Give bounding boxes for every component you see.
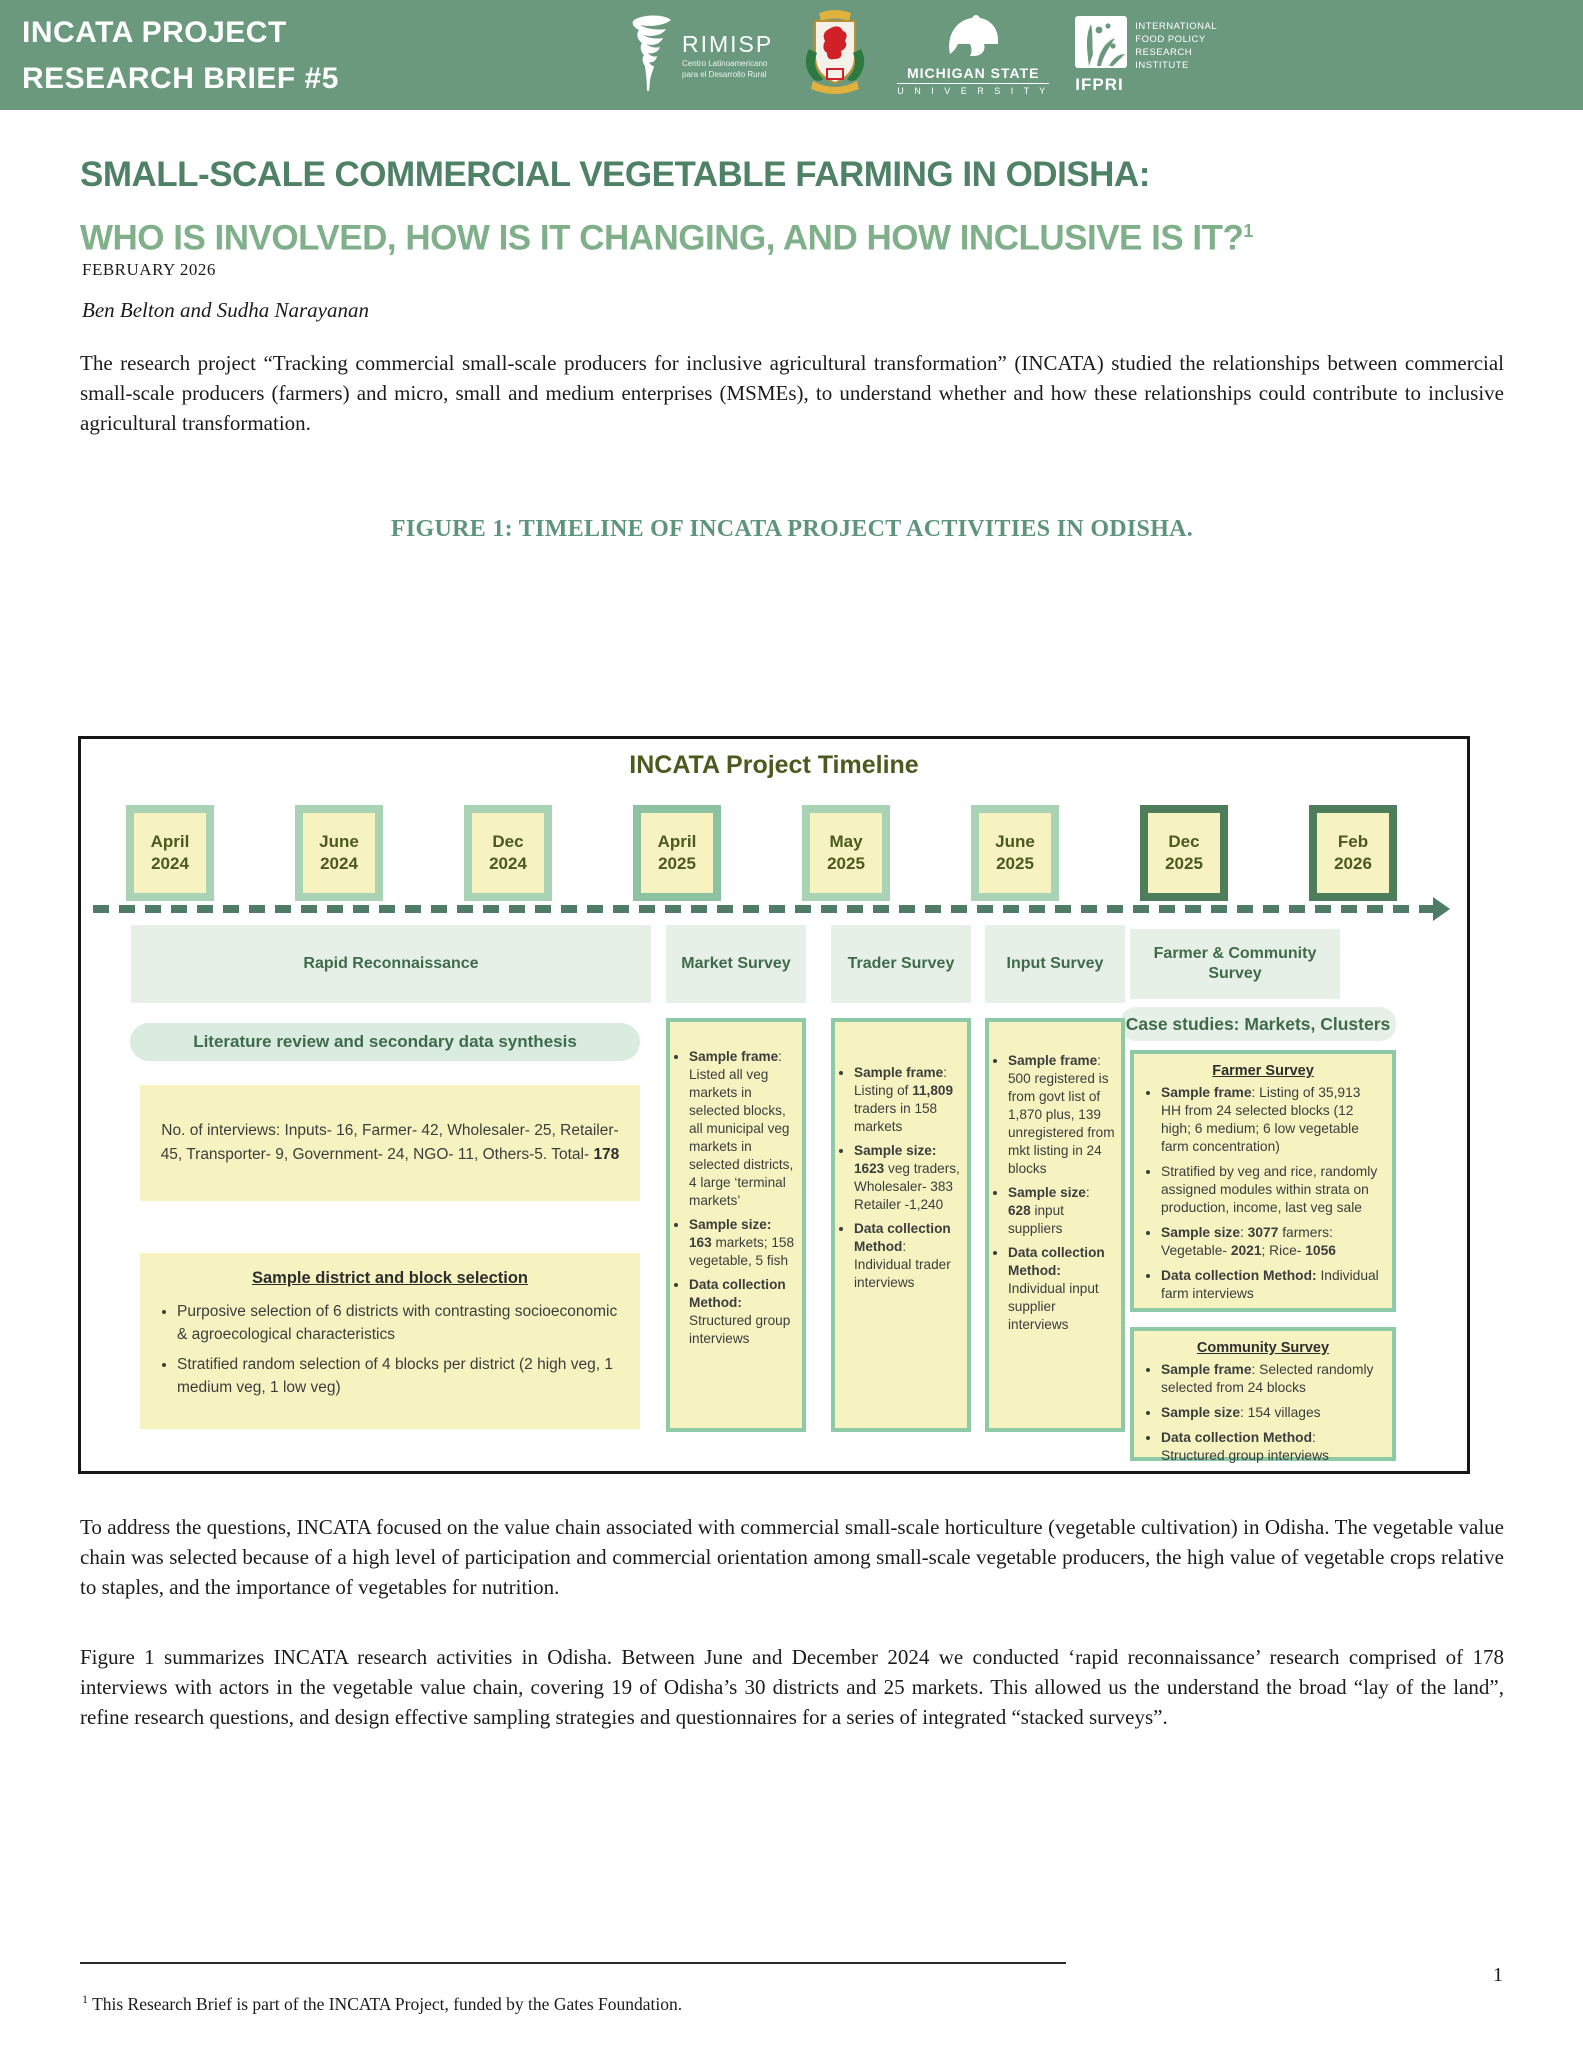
ifpri-plant-icon xyxy=(1075,55,1127,72)
header-banner xyxy=(0,0,1583,110)
case-studies-label: Case studies: Markets, Clusters xyxy=(1120,1007,1396,1041)
msu-helmet-icon xyxy=(897,14,1049,65)
activity-trader-survey: Trader Survey xyxy=(831,925,971,1003)
intro-paragraph: The research project “Tracking commercial small-scale producers for inclusive agricultural transformation” (INCATA) studied the relationships between commercial small-scale producers (farmers) and micro, small and medium enterprises (MSMEs), to understand whether and how these relationships could contribute to inclusive agricultural transformation. xyxy=(80,351,1504,435)
rimisp-logo xyxy=(630,14,773,97)
activity-farmer-community-survey: Farmer & Community Survey xyxy=(1130,929,1340,999)
market-survey-detail-box xyxy=(666,1018,806,1432)
document-title-line1: SMALL-SCALE COMMERCIAL VEGETABLE FARMING IN ODISHA: xyxy=(80,155,1150,194)
market-survey-bullet: • Sample size: 163 markets; 158 vegetable, 5 fish xyxy=(689,1216,796,1270)
timeline-axis xyxy=(93,905,1433,913)
footnote xyxy=(82,1992,682,2015)
community-survey-bullet: • Data collection Method: Structured group interviews xyxy=(1161,1429,1382,1465)
input-survey-bullet: • Sample size: 628 input suppliers xyxy=(1008,1184,1115,1238)
partner-logos xyxy=(630,0,1217,110)
ifpri-acronym: IFPRI xyxy=(1075,74,1124,94)
rimisp-wordmark: RIMISP xyxy=(682,30,774,57)
authors: Ben Belton and Sudha Narayanan xyxy=(82,298,369,322)
footnote-reference: 1 xyxy=(82,1992,88,2006)
district-bullet: • Purposive selection of 6 districts with contrasting socioeconomic & agroecological characteristics xyxy=(177,1300,620,1346)
figure-caption: FIGURE 1: TIMELINE OF INCATA PROJECT ACTIVITIES IN ODISHA. xyxy=(390,516,1194,542)
trader-survey-bullet: • Sample size: 1623 veg traders, Wholesaler- 383 Retailer -1,240 xyxy=(854,1142,961,1214)
community-survey-bullet: • Sample frame: Selected randomly selected from 24 blocks xyxy=(1161,1361,1382,1397)
input-survey-detail-box xyxy=(985,1018,1125,1432)
brand-title xyxy=(22,10,339,102)
ifpri-line3: RESEARCH xyxy=(1135,46,1193,58)
literature-review-pill: Literature review and secondary data synthesis xyxy=(130,1023,640,1061)
community-survey-bullet: • Sample size: 154 villages xyxy=(1161,1404,1382,1422)
activity-market-survey: Market Survey xyxy=(666,925,806,1003)
timeline-date-box: April 2024 xyxy=(126,805,214,901)
timeline-date-box: Dec 2025 xyxy=(1140,805,1228,901)
timeline-date-box: April 2025 xyxy=(633,805,721,901)
district-selection-box xyxy=(140,1253,640,1429)
farmer-survey-bullet: • Data collection Method: Individual farm interviews xyxy=(1161,1267,1382,1303)
timeline-date-box: Dec 2024 xyxy=(464,805,552,901)
timeline-title: INCATA Project Timeline xyxy=(629,751,919,779)
district-bullet: • Stratified random selection of 4 blocks per district (2 high veg, 1 medium veg, 1 low veg) xyxy=(177,1353,620,1399)
trader-survey-detail-box xyxy=(831,1018,971,1432)
ifpri-line1: INTERNATIONAL xyxy=(1135,20,1218,32)
input-survey-bullet: • Data collection Method: Individual input supplier interviews xyxy=(1008,1244,1115,1334)
farmer-survey-title: Farmer Survey xyxy=(1212,1063,1314,1079)
activity-rapid-reconnaissance: Rapid Reconnaissance xyxy=(131,925,651,1003)
ifpri-logo xyxy=(1075,16,1217,95)
document-title-line2: WHO IS INVOLVED, HOW IS IT CHANGING, AND HOW INCLUSIVE IS IT?$^1$ xyxy=(80,218,1253,258)
msu-subname: U N I V E R S I T Y xyxy=(897,86,1050,96)
ifpri-line2: FOOD POLICY xyxy=(1135,33,1206,45)
figure-timeline xyxy=(78,736,1470,1474)
title-footnote-reference: 1 xyxy=(1243,221,1253,241)
farmer-survey-bullet: • Sample size: 3077 farmers: Vegetable- 2021; Rice- 1056 xyxy=(1161,1224,1382,1260)
community-survey-box xyxy=(1130,1327,1396,1461)
university-crest-logo xyxy=(799,9,871,102)
trader-survey-bullet: • Data collection Method: Individual trader interviews xyxy=(854,1220,961,1292)
footnote-separator xyxy=(80,1962,1066,1964)
timeline-date-box: Feb 2026 xyxy=(1309,805,1397,901)
market-survey-bullet: • Sample frame: Listed all veg markets in selected blocks, all municipal veg markets in selected districts, 4 large ‘terminal markets’ xyxy=(689,1048,796,1210)
interviews-note xyxy=(140,1085,640,1201)
timeline-arrow-icon xyxy=(1433,897,1450,921)
msu-logo xyxy=(897,14,1049,96)
rimisp-tagline2: para el Desarrollo Rural xyxy=(682,69,767,79)
brand-line2: RESEARCH BRIEF #5 xyxy=(22,62,339,95)
publication-date: FEBRUARY 2026 xyxy=(82,260,216,279)
interviews-text: No. of interviews: Inputs- 16, Farmer- 42, Wholesaler- 25, Retailer-45, Transporter- 9, Government- 24, NGO- 11, Others-5. Total- 178 xyxy=(160,1122,620,1163)
rimisp-tagline1: Centro Latinoamericano xyxy=(682,58,768,68)
trader-survey-bullet: • Sample frame: Listing of 11,809 traders in 158 markets xyxy=(854,1064,961,1136)
input-survey-bullet: • Sample frame: 500 registered is from govt list of 1,870 plus, 139 unregistered from mkt listing in 24 blocks xyxy=(1008,1052,1115,1178)
page-number: 1 xyxy=(1493,1964,1503,1986)
timeline-date-box: May 2025 xyxy=(802,805,890,901)
body-paragraph-2: To address the questions, INCATA focused on the value chain associated with commercial small-scale horticulture (vegetable cultivation) in Odisha. The vegetable value chain was selected because of a high level of participation and commercial orientation among small-scale vegetable producers, the high value of vegetable crops relative to staples, and the importance of vegetables for nutrition. xyxy=(80,1515,1504,1599)
document-title xyxy=(80,146,1504,267)
body-paragraph-3: Figure 1 summarizes INCATA research activities in Odisha. Between June and December 2024 we conducted ‘rapid reconnaissance’ research comprised of 178 interviews with actors in the vegetable value chain, covering 19 of Odisha’s 30 districts and 25 markets. This allowed us the understand the broad “lay of the land”, refine research questions, and design effective sampling strategies and questionnaires for a series of integrated “stacked surveys”. xyxy=(80,1645,1504,1729)
activity-input-survey: Input Survey xyxy=(985,925,1125,1003)
rimisp-tornado-icon xyxy=(630,14,674,97)
university-crest-icon xyxy=(799,9,871,102)
msu-name: MICHIGAN STATE xyxy=(897,65,1049,84)
footnote-text: This Research Brief is part of the INCATA Project, funded by the Gates Foundation. xyxy=(92,1993,683,2014)
market-survey-bullet: • Data collection Method: Structured group interviews xyxy=(689,1276,796,1348)
brand-line1: INCATA PROJECT xyxy=(22,16,287,49)
timeline-date-box: June 2024 xyxy=(295,805,383,901)
timeline-date-box: June 2025 xyxy=(971,805,1059,901)
district-selection-title: Sample district and block selection xyxy=(252,1269,528,1287)
community-survey-title: Community Survey xyxy=(1196,1340,1330,1356)
farmer-survey-bullet: • Sample frame: Listing of 35,913 HH from 24 selected blocks (12 high; 6 medium; 6 low vegetable farm concentration) xyxy=(1161,1084,1382,1156)
ifpri-line4: INSTITUTE xyxy=(1135,59,1189,71)
farmer-survey-box xyxy=(1130,1050,1396,1312)
farmer-survey-bullet: • Stratified by veg and rice, randomly assigned modules within strata on production, income, last veg sale xyxy=(1161,1163,1382,1217)
